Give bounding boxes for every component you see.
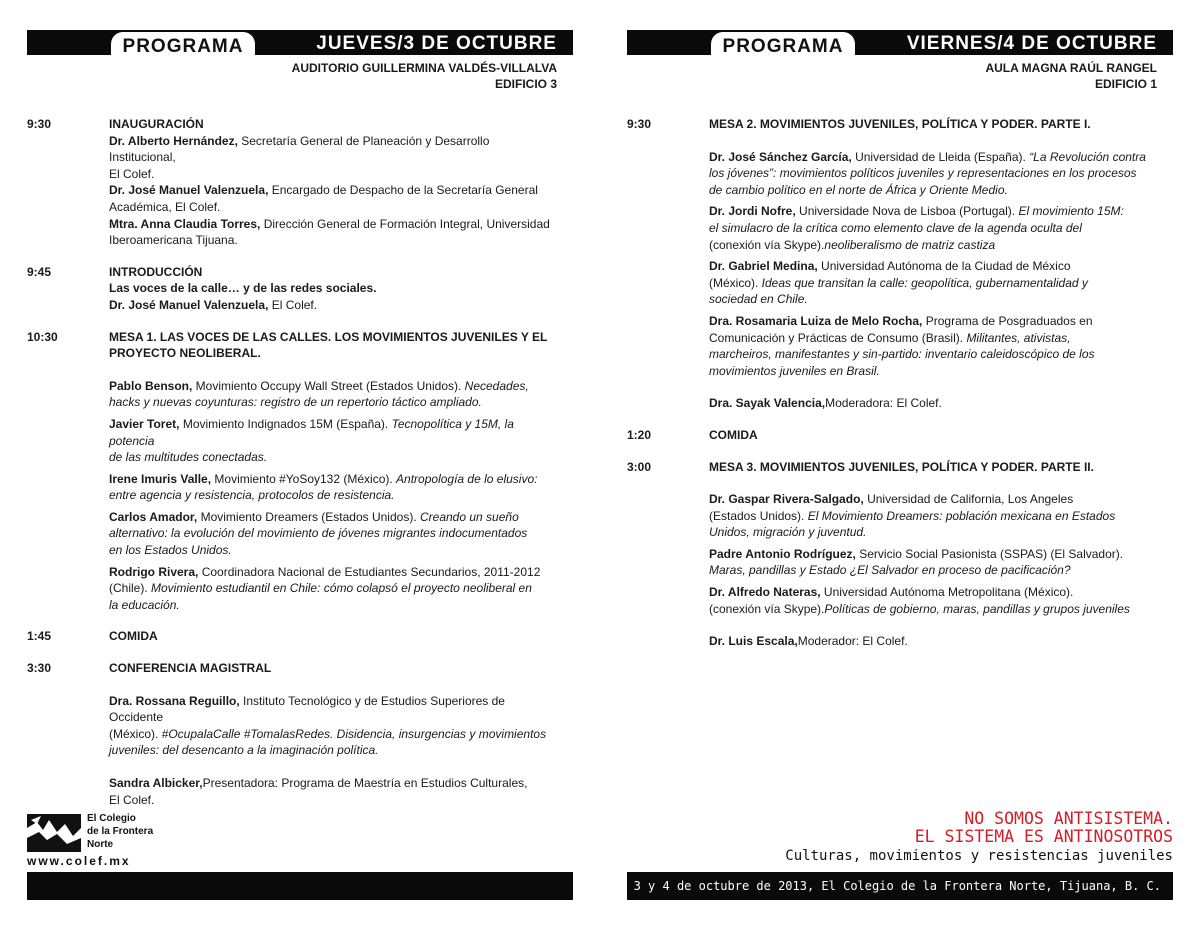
talk-title: Movimiento estudiantil en Chile: cómo colapsó el proyecto neoliberal en: [151, 581, 532, 596]
session-heading: PROYECTO NEOLIBERAL.: [109, 346, 261, 361]
text-line: [109, 378, 557, 395]
text-line: [709, 562, 1157, 579]
talk-title: alternativo: la evolución del movimiento de jóvenes migrantes indocumentados: [109, 526, 528, 541]
text-line: [709, 601, 1157, 618]
talk-title: juveniles: del desencanto a la imaginación política.: [109, 743, 379, 758]
day-title: VIERNES/4 DE OCTUBRE: [906, 33, 1157, 54]
talk: [109, 693, 557, 759]
affiliation: El Colef.: [109, 166, 155, 181]
schedule: [627, 116, 1173, 650]
spacer: [709, 475, 1157, 491]
spacer: [709, 379, 1157, 395]
colef-logo-icon: [27, 814, 81, 852]
programa-tab: PROGRAMA: [111, 32, 255, 60]
talk-title: neoliberalismo de matriz castiza: [824, 237, 996, 252]
speaker-name: Carlos Amador,: [109, 509, 198, 524]
text-line: [109, 471, 557, 488]
talk-title: el simulacro de la crítica como elemento clave de la agenda oculta del: [709, 220, 1082, 235]
affiliation: Universidad Autónoma de la Ciudad de México: [817, 259, 1071, 274]
text-line: [709, 220, 1157, 237]
text-line: [709, 346, 1157, 363]
text-line: [709, 546, 1157, 563]
text-line: [109, 487, 557, 504]
affiliation: El Colef.: [268, 297, 318, 312]
spacer: [27, 249, 573, 264]
spacer: [709, 617, 1157, 633]
speaker-name: Pablo Benson,: [109, 378, 193, 393]
text-line: [709, 313, 1157, 330]
talk: [109, 564, 557, 614]
text-line: [709, 275, 1157, 292]
talk-title: en los Estados Unidos.: [109, 543, 232, 558]
affiliation: Programa de Posgraduados en: [922, 313, 1093, 328]
session-heading: COMIDA: [109, 629, 158, 644]
venue-name: AUDITORIO GUILLERMINA VALDÉS-VILLALVA: [291, 61, 557, 75]
affiliation: El Colef.: [896, 396, 942, 411]
text-line: [109, 280, 557, 297]
affiliation: Universidad Autónoma Metropolitana (México).: [820, 585, 1074, 600]
speaker-name: Dra. Rosamaria Luiza de Melo Rocha,: [709, 313, 923, 328]
text-line: [709, 237, 1157, 254]
talk-title: sociedad en Chile.: [709, 292, 808, 307]
affiliation: Instituto Tecnológico y de Estudios Superiores de Occidente: [109, 693, 505, 725]
speaker-name: Rodrigo Rivera,: [109, 564, 199, 579]
website-link[interactable]: www.colef.mx: [27, 854, 131, 868]
talk-title: Creando un sueño: [420, 509, 519, 524]
talk-title: movimientos juveniles en Brasil.: [709, 363, 880, 378]
talk-title: Necedades,: [464, 378, 529, 393]
venue-building: EDIFICIO 1: [1094, 77, 1157, 91]
speaker-name: Las voces de la calle… y de las redes sociales.: [109, 281, 377, 296]
text-line: [109, 133, 557, 166]
text-line: [709, 165, 1157, 182]
right-page: [627, 0, 1173, 927]
affiliation: Movimiento #YoSoy132 (México).: [211, 471, 397, 486]
affiliation: (México).: [709, 275, 762, 290]
affiliation: (Chile).: [109, 581, 152, 596]
text-line: [109, 166, 557, 183]
speaker-name: Dra. Sayak Valencia,: [709, 396, 826, 411]
spacer: [27, 613, 573, 628]
text-line: [109, 693, 557, 726]
talk-title: marcheiros, manifestantes y sin-partido: inventario caleidoscópico de los: [709, 347, 1095, 362]
schedule-item: [627, 427, 1173, 444]
talk-title: Ideas que transitan la calle: geopolítica, gubernamentalidad y: [761, 275, 1088, 290]
spacer: [109, 759, 557, 775]
text-line: [709, 330, 1157, 347]
venue: [292, 60, 557, 92]
speaker-name: Dr. Luis Escala,: [709, 634, 798, 649]
text-line: [709, 395, 1157, 412]
affiliation: Encargado de Despacho de la Secretaría General: [268, 183, 538, 198]
slogan-line-1: NO SOMOS ANTISISTEMA.: [964, 809, 1173, 828]
text-line: [709, 203, 1157, 220]
affiliation: Movimiento Dreamers (Estados Unidos).: [197, 509, 420, 524]
slogan: [785, 810, 1173, 866]
affiliation: Iberoamericana Tijuana.: [109, 233, 238, 248]
affiliation: Moderadora:: [825, 396, 897, 411]
speaker-name: Dr. José Manuel Valenzuela,: [109, 183, 269, 198]
text-line: [109, 580, 557, 597]
talk: [709, 258, 1157, 308]
affiliation: Universidad de California, Los Angeles: [863, 492, 1074, 507]
session-time: 10:30: [27, 329, 58, 344]
talk: [109, 509, 557, 559]
talk: [709, 546, 1157, 579]
affiliation: (Estados Unidos).: [709, 508, 808, 523]
text-line: [109, 216, 557, 233]
speaker-name: Dr. Alfredo Nateras,: [709, 585, 821, 600]
text-line: [109, 525, 557, 542]
text-line: [709, 491, 1157, 508]
spacer: [709, 133, 1157, 149]
speaker-name: Javier Toret,: [109, 416, 180, 431]
schedule-item: [627, 116, 1173, 412]
session-heading: MESA 2. MOVIMIENTOS JUVENILES, POLÍTICA Y PODER. PARTE I.: [709, 117, 1091, 131]
spacer: [109, 677, 557, 693]
text-line: [109, 232, 557, 249]
text-line: [709, 182, 1157, 199]
session-time: 3:00: [627, 459, 652, 474]
session-time: 3:30: [27, 661, 52, 676]
speaker-name: Dra. Rossana Reguillo,: [109, 693, 240, 708]
talk-title: El Movimiento Dreamers: población mexicana en Estados: [807, 508, 1116, 523]
talk: [109, 378, 557, 411]
text-line: [109, 597, 557, 614]
text-line: [109, 297, 557, 314]
event-subtitle: Culturas, movimientos y resistencias juveniles: [785, 848, 1173, 864]
colef-logo: [27, 812, 157, 870]
session-body: [109, 329, 557, 614]
talk: [709, 203, 1157, 253]
schedule-item: [27, 628, 573, 645]
schedule: [27, 116, 573, 808]
day-title: JUEVES/3 DE OCTUBRE: [316, 33, 557, 54]
session-body: [709, 116, 1157, 412]
left-page: [27, 0, 573, 927]
text-line: [109, 416, 557, 449]
session-time: 1:20: [627, 427, 652, 442]
affiliation: Universidad de Lleida (España).: [851, 149, 1030, 164]
session-time: 9:30: [27, 117, 52, 131]
affiliation: (conexión vía Skype).: [709, 237, 825, 252]
spacer: [627, 412, 1173, 427]
text-line: [109, 775, 557, 792]
text-line: [709, 524, 1157, 541]
talk-title: El movimiento 15M:: [1018, 204, 1124, 219]
session-body: [709, 459, 1157, 650]
slogan-line-2: EL SISTEMA ES ANTINOSOTROS: [914, 827, 1173, 846]
affiliation: Coordinadora Nacional de Estudiantes Secundarios, 2011-2012: [198, 564, 541, 579]
talk: [709, 491, 1157, 541]
session-heading: CONFERENCIA MAGISTRAL: [109, 661, 272, 676]
session-heading: MESA 3. MOVIMIENTOS JUVENILES, POLÍTICA Y PODER. PARTE II.: [709, 459, 1094, 474]
text-line: [709, 258, 1157, 275]
session-body: [109, 660, 557, 808]
text-line: [109, 449, 557, 466]
talk-title: Políticas de gobierno, maras, pandillas y grupos juveniles: [824, 601, 1130, 616]
speaker-name: Dr. Gabriel Medina,: [709, 259, 818, 274]
affiliation: (conexión vía Skype).: [709, 601, 825, 616]
affiliation: Movimiento Indignados 15M (España).: [179, 416, 392, 431]
speaker-name: Sandra Albicker,: [109, 776, 203, 790]
session-body: [109, 116, 557, 249]
text-line: [109, 542, 557, 559]
talk-title: hacks y nuevas coyunturas: registro de un repertorio táctico ampliado.: [109, 395, 482, 410]
session-time: 1:45: [27, 629, 52, 644]
affiliation: Presentadora:: [202, 776, 282, 790]
session-time: 9:45: [27, 264, 52, 279]
text-line: [709, 584, 1157, 601]
talk-title: la educación.: [109, 597, 180, 612]
speaker-name: Mtra. Anna Claudia Torres,: [109, 216, 261, 231]
affiliation: Secretaría General de Planeación y Desarrollo Institucional,: [109, 133, 490, 165]
speaker-name: Padre Antonio Rodríguez,: [709, 546, 856, 561]
affiliation: Servicio Social Pasionista (SSPAS) (El Salvador).: [855, 546, 1124, 561]
session-heading: INAUGURACIÓN: [109, 117, 204, 131]
affiliation: Programa de Maestría en Estudios Culturales,: [281, 776, 528, 790]
talk-title: Tecnopolítica y 15M, la potencia: [109, 416, 514, 448]
session-heading: COMIDA: [709, 427, 758, 442]
session-body: [109, 628, 557, 645]
schedule-item: [27, 116, 573, 249]
logo-text: El Colegio de la Frontera Norte: [87, 813, 154, 850]
footer-bar: [27, 872, 573, 900]
text-line: [109, 509, 557, 526]
affiliation: Académica, El Colef.: [109, 199, 221, 214]
talk-title: Unidos, migración y juventud.: [709, 525, 867, 540]
text-line: [109, 726, 557, 743]
venue: [985, 60, 1157, 92]
talk-title: entre agencia y resistencia, protocolos de resistencia.: [109, 488, 395, 503]
affiliation: Dirección General de Formación Integral, Universidad: [260, 216, 550, 231]
talk-title: Militantes, ativistas,: [966, 330, 1071, 345]
venue-building: EDIFICIO 3: [494, 77, 557, 91]
affiliation: Comunicación y Prácticas de Consumo (Brasil).: [709, 330, 967, 345]
speaker-name: Dr. José Sánchez García,: [709, 149, 852, 164]
spacer: [627, 444, 1173, 459]
affiliation: Moderador:: [797, 634, 863, 649]
session-time: 9:30: [627, 117, 652, 131]
affiliation: Movimiento Occupy Wall Street (Estados Unidos).: [192, 378, 465, 393]
spacer: [27, 645, 573, 660]
text-line: [709, 633, 1157, 650]
affiliation: (México).: [109, 726, 162, 741]
text-line: [109, 199, 557, 216]
speaker-name: Dr. Gaspar Rivera-Salgado,: [709, 492, 864, 507]
text-line: [109, 564, 557, 581]
programa-tab: PROGRAMA: [711, 32, 855, 60]
schedule-item: [627, 459, 1173, 650]
schedule-item: [27, 660, 573, 808]
talk: [709, 584, 1157, 617]
affiliation: El Colef.: [109, 792, 155, 807]
session-heading: MESA 1. LAS VOCES DE LAS CALLES. LOS MOVIMIENTOS JUVENILES Y EL: [109, 329, 548, 344]
talk-title: Antropología de lo elusivo:: [396, 471, 538, 486]
schedule-item: [27, 329, 573, 614]
text-line: [109, 792, 557, 809]
talk-title: “La Revolución contra: [1029, 149, 1146, 164]
text-line: [109, 742, 557, 759]
speaker-name: Irene Imuris Valle,: [109, 471, 212, 486]
talk-title: de las multitudes conectadas.: [109, 450, 268, 465]
event-date-location: 3 y 4 de octubre de 2013, El Colegio de la Frontera Norte, Tijuana, B. C.: [633, 879, 1161, 893]
affiliation: Universidade Nova de Lisboa (Portugal).: [795, 204, 1019, 219]
session-body: [709, 427, 1157, 444]
speaker-name: Dr. Jordi Nofre,: [709, 204, 796, 219]
text-line: [709, 291, 1157, 308]
session-body: [109, 264, 557, 314]
session-heading: INTRODUCCIÓN: [109, 264, 203, 279]
talk: [109, 416, 557, 466]
spacer: [27, 314, 573, 329]
text-line: [709, 149, 1157, 166]
schedule-item: [27, 264, 573, 314]
talk-title: #OcupalaCalle #TomalasRedes. Disidencia, insurgencias y movimientos: [161, 726, 547, 741]
spacer: [109, 362, 557, 378]
talk: [709, 313, 1157, 379]
text-line: [109, 182, 557, 199]
talk-title: de cambio político en el norte de África y Oriente Medio.: [709, 182, 1008, 197]
venue-name: AULA MAGNA RAÚL RANGEL: [985, 61, 1157, 75]
talk-title: Maras, pandillas y Estado ¿El Salvador en proceso de pacificación?: [709, 563, 1071, 578]
speaker-name: Dr. José Manuel Valenzuela,: [109, 297, 269, 312]
talk: [709, 149, 1157, 199]
text-line: [709, 508, 1157, 525]
text-line: [709, 363, 1157, 380]
affiliation: El Colef.: [862, 634, 908, 649]
text-line: [109, 394, 557, 411]
talk-title: los jóvenes”: movimientos políticos juveniles y representaciones en los procesos: [709, 166, 1137, 181]
speaker-name: Dr. Alberto Hernández,: [109, 133, 238, 148]
talk: [109, 471, 557, 504]
footer-bar: [627, 872, 1173, 900]
